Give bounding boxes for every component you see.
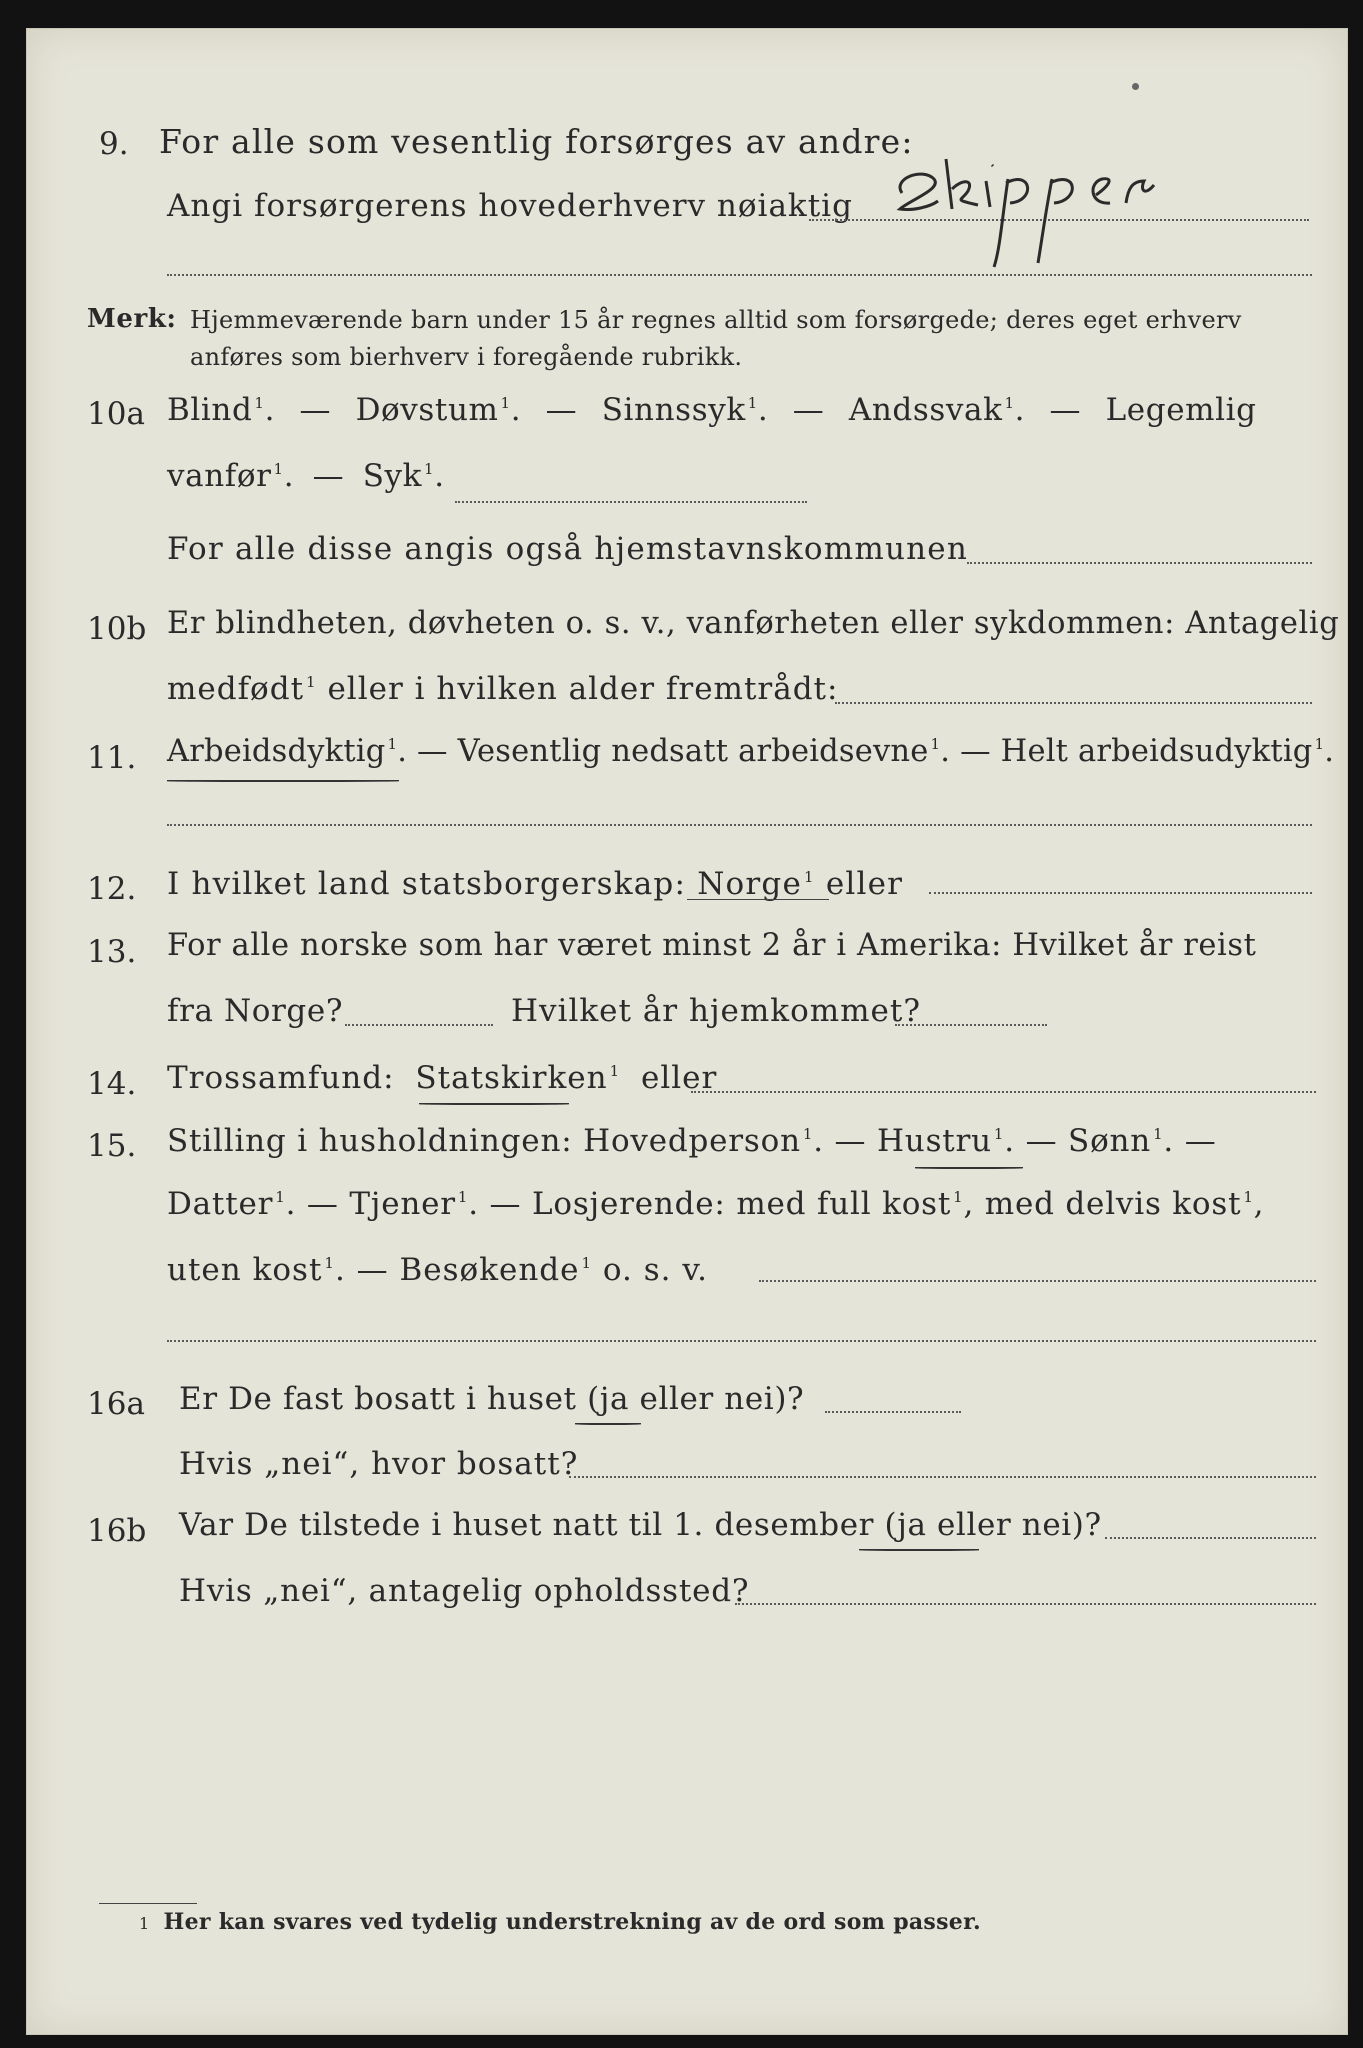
opt-statskirken: Statskirken: [415, 1060, 608, 1096]
q9-line1: For alle som vesentlig forsørges av andre:: [159, 122, 914, 161]
q13-number: 13.: [87, 934, 137, 970]
q15-underline: [915, 1167, 1023, 1169]
opt-legemlig: Legemlig: [1105, 392, 1257, 428]
q13-line1: For alle norske som har været minst 2 år i Amerika: Hvilket år reist: [167, 928, 1257, 963]
q15-line2: Datter $^1$. — Tjener $^1$. — Losjerende: med full kost $^1$, med delvis kost $^1$,: [167, 1186, 1265, 1222]
opt-norge: Norge: [697, 866, 802, 902]
q15-second-line: [167, 1340, 1316, 1342]
q10a-hjemstavn-line: [967, 562, 1312, 564]
q13-line2b: Hvilket år hjemkommet?: [511, 993, 921, 1029]
q14-number: 14.: [87, 1066, 137, 1102]
note-line2: anføres som bierhverv i foregående rubrikk.: [190, 343, 743, 371]
q16a-underline: [575, 1423, 641, 1425]
q15-line3: uten kost $^1$. — Besøkende $^1$ o. s. v.: [167, 1252, 709, 1288]
q9-number: 9.: [99, 126, 129, 162]
q10a-line3: For alle disse angis også hjemstavnskommunen: [167, 531, 968, 567]
q16b-underline: [859, 1549, 979, 1551]
q10a-number: 10a: [87, 396, 145, 432]
q16a-line2: Hvis „nei“, hvor bosatt?: [179, 1446, 579, 1482]
q14-answer-line: [691, 1091, 1316, 1093]
q16b-answer-line: [1105, 1537, 1316, 1539]
q10b-answer-line: [835, 702, 1312, 704]
q12-answer-line: [929, 892, 1312, 894]
note-label: Merk:: [87, 304, 177, 334]
q13-line2a: fra Norge?: [167, 993, 344, 1029]
q16b-number: 16b: [87, 1513, 147, 1549]
opt-arbeidsdyktig: Arbeidsdyktig: [167, 734, 386, 769]
q10a-answer-line: [455, 501, 807, 503]
q10a-line1: Blind $^1$. — Døvstum $^1$. — Sinnssyk $^1$. — Andssvak $^1$. — Legemlig: [167, 392, 1257, 428]
q9-handwritten-answer: [882, 149, 1212, 269]
q11-underline: [167, 780, 399, 782]
q15-line1: Stilling i husholdningen: Hovedperson $^1$. — Hustru $^1$. — Sønn $^1$. —: [167, 1123, 1217, 1159]
ink-spot: [1132, 83, 1139, 90]
q15-answer-line: [759, 1280, 1316, 1282]
q11-line: Arbeidsdyktig $^1$. — Vesentlig nedsatt arbeidsevne $^1$. — Helt arbeidsudyktig $^1$.: [167, 734, 1335, 769]
q14-line: Trossamfund: Statskirken $^1$ eller: [167, 1060, 718, 1096]
q12-line: I hvilket land statsborgerskap: Norge $^1$ eller: [167, 866, 904, 902]
q16a-number: 16a: [87, 1386, 145, 1422]
opt-syk: Syk: [362, 458, 423, 494]
q10b-line1: Er blindheten, døvheten o. s. v., vanførheten eller sykdommen: Antagelig: [167, 606, 1340, 641]
opt-hustru: Hustru: [876, 1123, 992, 1159]
q15-number: 15.: [87, 1128, 137, 1164]
opt-andssvak: Andssvak: [848, 392, 1003, 428]
q16a-answer-line: [825, 1411, 961, 1413]
opt-sinnssyk: Sinnssyk: [601, 392, 746, 428]
q16b-line2: Hvis „nei“, antagelig opholdssted?: [179, 1573, 750, 1609]
footnote-rule: [99, 1903, 197, 1904]
footnote-mark: 1: [139, 1914, 150, 1933]
q10b-number: 10b: [87, 611, 147, 647]
q12-underline: [687, 899, 829, 900]
census-form-page: [26, 28, 1348, 2035]
q16a-bosatt-line: [569, 1476, 1316, 1478]
q13-reist-line: [345, 1024, 493, 1026]
q10a-line2: vanfør $^1$. — Syk $^1$.: [167, 458, 445, 494]
q9-line2: Angi forsørgerens hovederhverv nøiaktig: [167, 188, 853, 224]
q12-number: 12.: [87, 871, 137, 907]
opt-vanfor: vanfør: [167, 458, 272, 494]
q16a-line1: Er De fast bosatt i huset (ja eller nei)?: [179, 1381, 805, 1417]
q13-hjemkommet-line: [895, 1024, 1047, 1026]
q14-underline: [419, 1103, 569, 1105]
q9-second-line: [167, 274, 1312, 276]
note-line1: Hjemmeværende barn under 15 år regnes alltid som forsørgede; deres eget erhverv: [190, 306, 1242, 334]
opt-dovstum: Døvstum: [355, 392, 499, 428]
q16b-line1: Var De tilstede i huset natt til 1. desember (ja eller nei)?: [179, 1507, 1102, 1543]
opt-blind: Blind: [167, 392, 253, 428]
q16b-opholdssted-line: [735, 1603, 1316, 1605]
q11-number: 11.: [87, 740, 137, 776]
footnote: 1 Her kan svares ved tydelig understrekning av de ord som passer.: [139, 1909, 981, 1935]
q10b-line2: medfødt $^1$ eller i hvilken alder fremtrådt:: [167, 671, 839, 707]
q11-answer-line: [167, 824, 1312, 826]
